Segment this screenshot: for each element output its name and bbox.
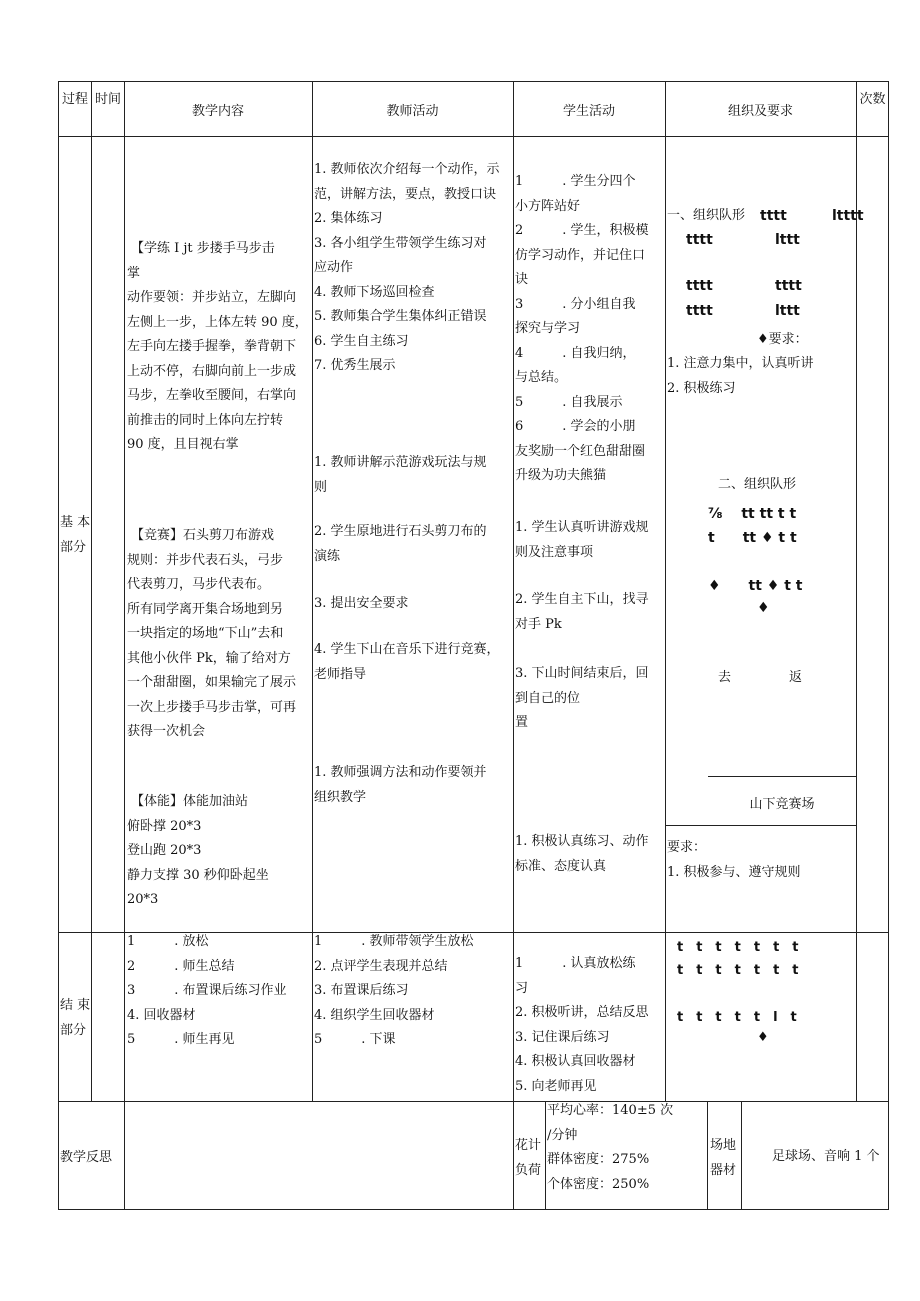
student-activities-3 <box>515 588 649 637</box>
basic-label-line1: 基 本 <box>60 515 91 530</box>
venue-label <box>710 1134 736 1183</box>
load-label-line2: 负荷 <box>515 1162 542 1178</box>
content-line: 其他小伙伴 Pk，输了给对方 <box>127 650 291 666</box>
direction-go: 去 <box>718 670 732 685</box>
field-label: 山下竞赛场 <box>749 797 815 812</box>
venue-label-line1: 场地 <box>710 1138 737 1153</box>
teacher-line: 1. 教师依次介绍每一个动作，示 <box>314 162 500 177</box>
student-line: 标准、态度认真 <box>515 858 607 874</box>
end-formation-marker: ♦ <box>757 1030 769 1045</box>
end-content-line: 3 . 布置课后练习作业 <box>127 983 287 998</box>
header-content: 教学内容 <box>191 104 244 119</box>
org-req-line: 要求： <box>667 840 707 855</box>
student-activities-4 <box>515 662 649 736</box>
student-line: 5 . 自我展示 <box>515 394 623 410</box>
col-divider-student <box>513 81 514 1210</box>
content-line: 马步，左拳收至腰间，右掌向 <box>127 388 297 403</box>
end-formation-row3: t t t t t l t <box>677 1010 797 1025</box>
student-line: 与总结。 <box>515 370 568 385</box>
content-line: 所有同学离开集合场地到另 <box>127 601 284 617</box>
org-req-marker: ♦要求： <box>757 332 808 347</box>
teacher-line: 演练 <box>314 548 341 564</box>
end-teacher-line: 4. 组织学生回收器材 <box>314 1007 435 1023</box>
end-student-line: 4. 积极认真回收器材 <box>515 1054 636 1069</box>
teacher-line: 2. 学生原地进行石头剪刀布的 <box>314 524 487 539</box>
end-content-line: 2 . 师生总结 <box>127 958 235 974</box>
load-line: 个体密度：250% <box>547 1176 650 1192</box>
content-line: 【竞赛】石头剪刀布游戏 <box>131 528 275 543</box>
header-process: 过程 <box>61 92 88 107</box>
formation-2-marker: ♦ <box>757 600 770 616</box>
teacher-line: 3. 提出安全要求 <box>314 596 409 611</box>
teacher-line: 则 <box>314 479 328 495</box>
end-content-line: 4. 回收器材 <box>127 1007 196 1023</box>
student-line: 2. 学生自主下山，找寻 <box>515 592 649 607</box>
basic-label <box>60 511 90 560</box>
teacher-line: 老师指导 <box>314 666 367 682</box>
teacher-line: 7. 优秀生展示 <box>314 358 396 373</box>
content-line: 左侧上一步，上体左转 90 度， <box>127 314 308 330</box>
teacher-line: 应动作 <box>314 260 354 275</box>
end-label-line1: 结 束 <box>60 998 91 1013</box>
teacher-activities-4 <box>314 592 409 617</box>
load-label-line1: 花计 <box>515 1138 542 1153</box>
teacher-line: 4. 学生下山在音乐下进行竞赛， <box>314 642 500 657</box>
teacher-line: 4. 教师下场巡回检查 <box>314 284 435 300</box>
content-line: 俯卧撑 20*3 <box>127 818 202 834</box>
header-row-divider <box>58 136 889 137</box>
student-line: 探究与学习 <box>515 321 581 336</box>
student-activities-1 <box>515 170 649 489</box>
student-line: 诀 <box>515 272 529 287</box>
content-line: 一次上步搂手马步击掌，可再 <box>127 699 297 715</box>
content-line: 【体能】体能加油站 <box>131 794 249 809</box>
end-student-line: 1 . 认真放松练 <box>515 956 636 971</box>
teacher-activities-1 <box>314 158 500 379</box>
header-count: 次数 <box>859 92 886 107</box>
org-title-1: 一、组织队形 <box>667 208 746 223</box>
teacher-line: 范，讲解方法，要点，教授口诀 <box>314 186 497 202</box>
col-divider-teacher <box>312 81 313 1101</box>
teacher-activities-3 <box>314 520 487 569</box>
direction-return: 返 <box>789 670 803 685</box>
end-teacher-line: 3. 布置课后练习 <box>314 983 409 998</box>
header-teacher: 教师活动 <box>386 104 439 119</box>
field-line-bottom <box>665 825 856 826</box>
end-content <box>127 930 287 1053</box>
formation-2-row3: ♦ tt ♦ t t <box>708 578 803 594</box>
end-student-line: 5. 向老师再见 <box>515 1078 597 1094</box>
header-time: 时间 <box>94 92 121 107</box>
org-title-2: 二、组织队形 <box>718 477 797 492</box>
end-row-divider <box>58 1101 889 1102</box>
end-teacher-line: 5 . 下课 <box>314 1032 396 1047</box>
end-formation-row1: t t t t t t t <box>677 940 799 955</box>
student-line: 置 <box>515 715 529 730</box>
org-requirements-1 <box>667 352 814 401</box>
teacher-line: 组织教学 <box>314 789 367 805</box>
content-line: 掌 <box>127 265 141 281</box>
footer-divider-venue <box>741 1101 742 1209</box>
formation-2-row2: t tt ♦ t t <box>708 530 797 546</box>
content-line: 代表剪刀，马步代表布。 <box>127 577 271 592</box>
student-line: 1. 学生认真听讲游戏规 <box>515 520 649 535</box>
teacher-line: 5. 教师集合学生集体纠正错误 <box>314 309 487 324</box>
load-line: 平均心率：140±5 次 <box>547 1103 674 1118</box>
end-content-line: 1 . 放松 <box>127 934 209 949</box>
load-label <box>515 1134 541 1183</box>
content-line: 20*3 <box>127 892 159 907</box>
student-line: 2 . 学生，积极模 <box>515 223 649 238</box>
teacher-line: 1. 教师强调方法和动作要领并 <box>314 765 487 780</box>
basic-label-line2: 部分 <box>60 539 87 555</box>
table-border-bottom <box>58 1209 889 1210</box>
content-line: 规则：并步代表石头，弓步 <box>127 552 284 568</box>
footer-divider-venue-label <box>707 1101 708 1209</box>
content-line: 静力支撑 30 秒仰卧起坐 <box>127 867 269 883</box>
field-line-top <box>708 776 856 777</box>
formation-1-row3-b: tttt <box>775 278 802 294</box>
footer-divider-load <box>545 1101 546 1209</box>
table-border-left <box>58 81 59 1210</box>
org-req-line: 2. 积极练习 <box>667 380 736 396</box>
student-activities-2 <box>515 516 649 565</box>
end-teacher <box>314 930 474 1053</box>
student-activities-5 <box>515 830 649 879</box>
student-line: 1. 积极认真练习、动作 <box>515 834 649 849</box>
teacher-line: 2. 集体练习 <box>314 211 383 226</box>
formation-1-row2-b: lttt <box>775 232 800 248</box>
teacher-line: 6. 学生自主练习 <box>314 333 409 349</box>
student-line: 升级为功夫熊猫 <box>515 468 607 483</box>
content-line: 90 度，且目视右掌 <box>127 437 239 452</box>
org-req-line: 1. 积极参与、遵守规则 <box>667 864 801 880</box>
content-line: 一个甜甜圈，如果输完了展示 <box>127 675 297 690</box>
content-line: 登山跑 20*3 <box>127 843 202 858</box>
load-details <box>547 1099 673 1197</box>
student-line: 3. 下山时间结束后，回 <box>515 666 649 681</box>
student-line: 到自己的位 <box>515 690 581 706</box>
load-line: 群体密度：275% <box>547 1152 650 1167</box>
student-line: 则及注意事项 <box>515 544 594 560</box>
teacher-activities-6 <box>314 761 487 810</box>
content-line: 动作要领：并步站立，左脚向 <box>127 290 297 305</box>
end-teacher-line: 2. 点评学生表现并总结 <box>314 958 448 974</box>
header-student: 学生活动 <box>562 104 615 119</box>
student-line: 1 . 学生分四个 <box>515 174 636 189</box>
content-line: 获得一次机会 <box>127 724 206 739</box>
org-requirements-2 <box>667 836 801 885</box>
student-line: 4 . 自我归纳， <box>515 345 636 361</box>
student-line: 6 . 学会的小朋 <box>515 419 636 434</box>
end-student-line: 3. 记住课后练习 <box>515 1029 610 1045</box>
reflection-label: 教学反思 <box>60 1150 113 1165</box>
col-divider-time <box>91 81 92 1101</box>
col-divider-count <box>856 81 857 1101</box>
end-label-line2: 部分 <box>60 1022 87 1038</box>
content-line: 前推击的同时上体向左拧转 <box>127 412 284 428</box>
end-student-line: 2. 积极听讲，总结反思 <box>515 1005 649 1020</box>
formation-1-row3-a: tttt <box>686 278 713 294</box>
end-formation-row2: t t t t t t t <box>677 963 799 978</box>
load-line: /分钟 <box>547 1127 578 1143</box>
content-line: 左手向左搂手握拳，拳背朝下 <box>127 339 297 354</box>
content-line: 【学练 I jt 步搂手马步击 <box>131 241 275 256</box>
end-teacher-line: 1 . 教师带领学生放松 <box>314 934 474 949</box>
header-org: 组织及要求 <box>727 104 793 119</box>
org-req-line: 1. 注意力集中，认真听讲 <box>667 356 814 371</box>
basic-content-stepping <box>127 237 308 458</box>
col-divider-content <box>124 81 125 1210</box>
student-line: 仿学习动作，并记住口 <box>515 247 646 263</box>
table-border-top <box>58 81 889 82</box>
content-line: 上动不停，右脚向前上一步成 <box>127 363 297 379</box>
formation-1-row1-a: tttt <box>760 208 787 224</box>
student-line: 小方阵站好 <box>515 198 581 214</box>
content-line: 一块指定的场地“下山”去和 <box>127 626 284 641</box>
teacher-activities-5 <box>314 638 500 687</box>
formation-1-row4-b: lttt <box>775 303 800 319</box>
venue-value: 足球场、音响 1 个 <box>772 1149 880 1164</box>
end-student <box>515 952 649 1099</box>
end-content-line: 5 . 师生再见 <box>127 1032 235 1047</box>
student-line: 友奖励一个红色甜甜圈 <box>515 443 646 459</box>
teacher-line: 1. 教师讲解示范游戏玩法与规 <box>314 455 487 470</box>
teacher-line: 3. 各小组学生带领学生练习对 <box>314 235 487 251</box>
basic-content-game <box>127 524 296 745</box>
formation-1-row2-a: tttt <box>686 232 713 248</box>
formation-1-row1-b: ltttt <box>832 208 864 224</box>
col-divider-org <box>665 81 666 1101</box>
venue-label-line2: 器材 <box>710 1162 737 1178</box>
basic-content-fitness <box>127 790 269 913</box>
table-border-right <box>888 81 889 1210</box>
student-line: 3 . 分小组自我 <box>515 296 636 312</box>
end-label <box>60 994 90 1043</box>
teacher-activities-2 <box>314 451 487 500</box>
formation-1-row4-a: tttt <box>686 303 713 319</box>
end-student-line: 习 <box>515 980 529 996</box>
student-line: 对手 Pk <box>515 616 562 632</box>
formation-2-row1: ⅞ tt tt t t <box>708 506 797 522</box>
